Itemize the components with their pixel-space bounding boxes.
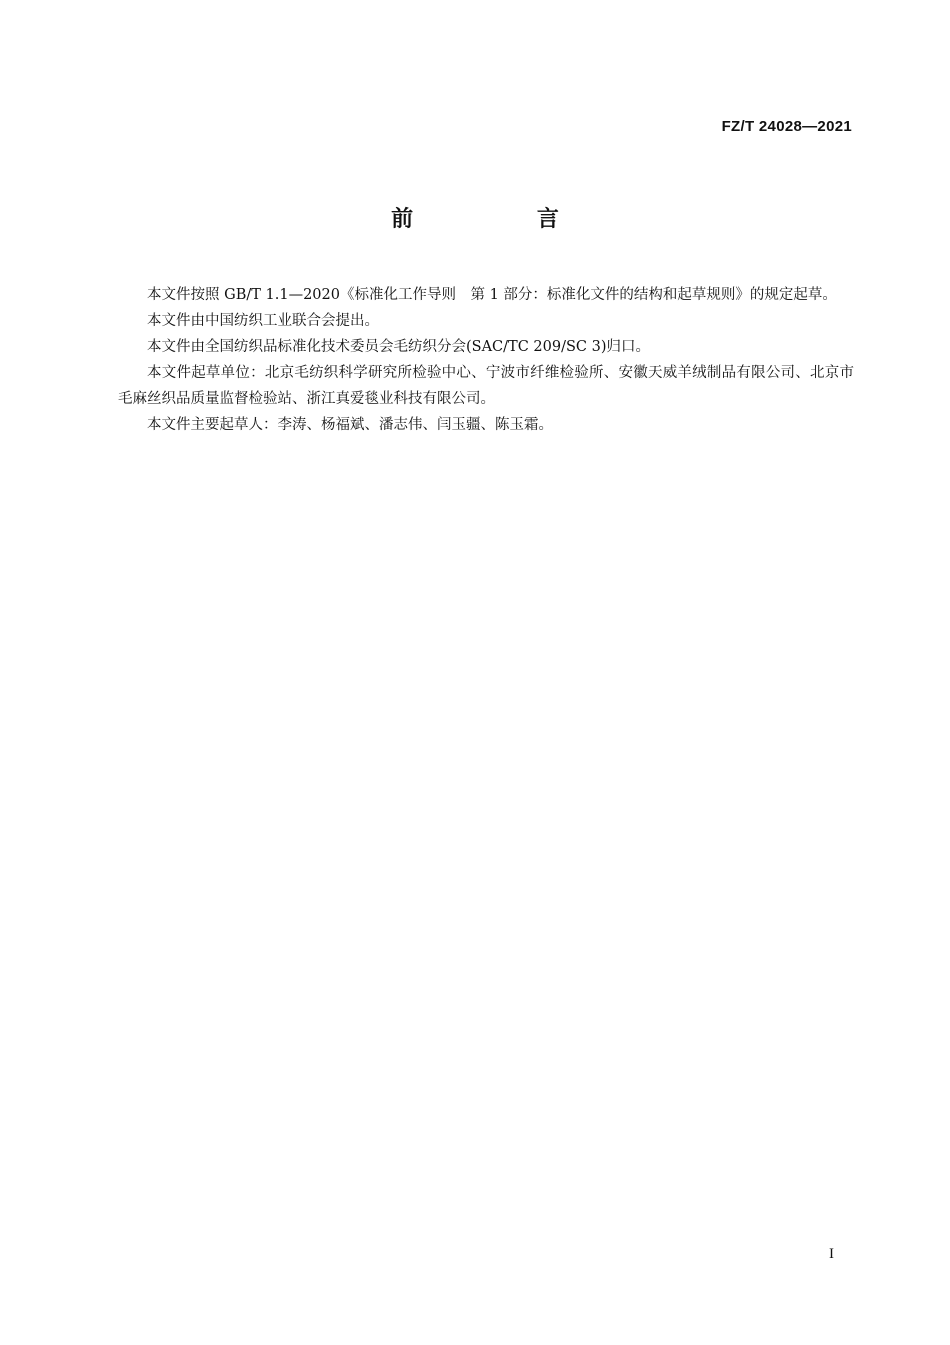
foreword-body xyxy=(118,282,854,438)
page-title: 前 言 xyxy=(391,207,617,232)
paragraph-proposer: 本文件由中国纺织工业联合会提出。 xyxy=(147,313,379,329)
standard-number: FZ/T 24028—2021 xyxy=(721,118,852,135)
paragraph-administrator: 本文件由全国纺织品标准化技术委员会毛纺织分会(SAC/TC 209/SC 3)归口。 xyxy=(147,339,650,355)
page-number: I xyxy=(829,1246,834,1262)
paragraph-drafting-units: 本文件起草单位：北京毛纺织科学研究所检验中心、宁波市纤维检验所、安徽天威羊绒制品有限公司、北京市毛麻丝织品质量监督检验站、浙江真爱毯业科技有限公司。 xyxy=(118,365,854,407)
paragraph-drafting-rules: 本文件按照 GB/T 1.1—2020《标准化工作导则 第 1 部分：标准化文件的结构和起草规则》的规定起草。 xyxy=(147,287,837,303)
paragraph-drafters: 本文件主要起草人：李涛、杨福斌、潘志伟、闫玉疆、陈玉霜。 xyxy=(147,417,553,433)
